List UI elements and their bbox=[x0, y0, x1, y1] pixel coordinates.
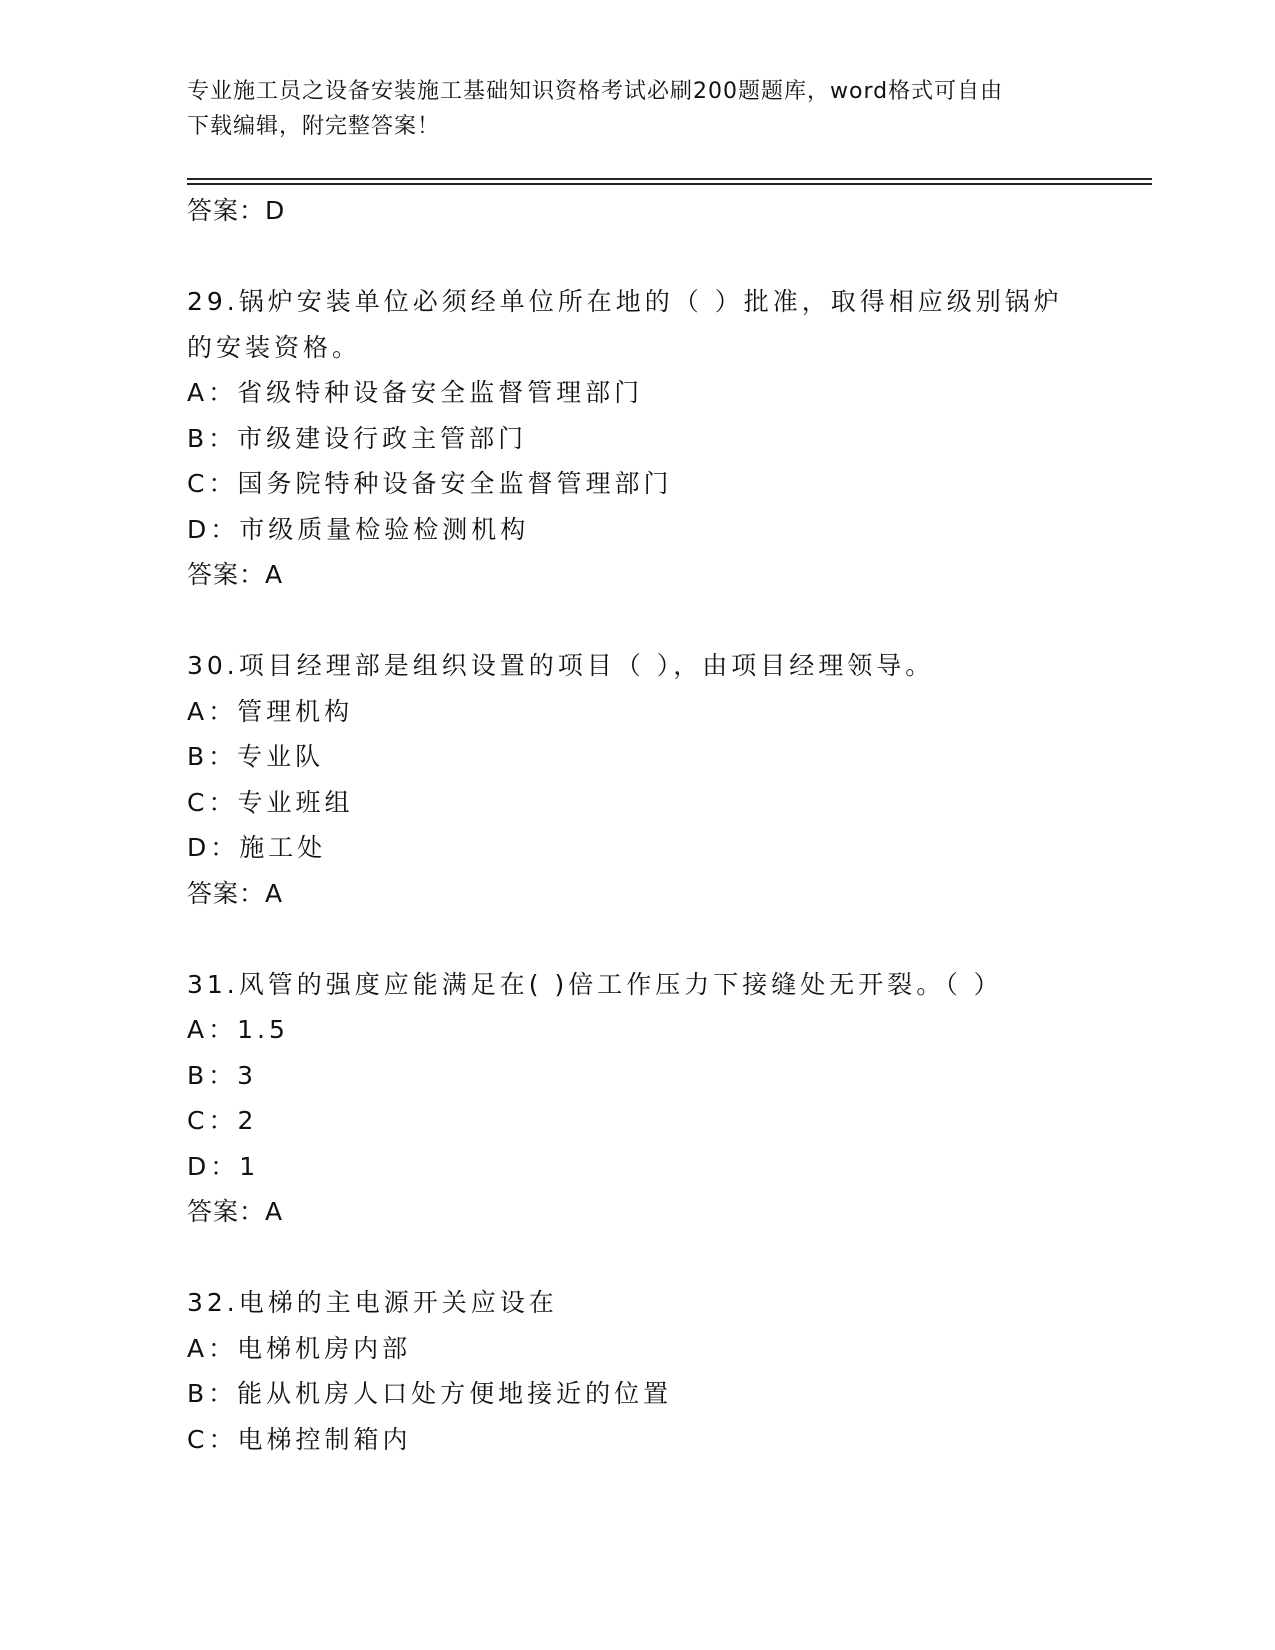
question-30 bbox=[187, 643, 1087, 916]
option-a: A：管理机构 bbox=[187, 696, 354, 726]
spacer bbox=[187, 916, 1087, 962]
header-line-2: 下载编辑，附完整答案！ bbox=[187, 114, 441, 139]
question-32 bbox=[187, 1280, 1087, 1462]
question-stem: 的安装资格。 bbox=[187, 332, 362, 362]
option-b: B：专业队 bbox=[187, 742, 325, 771]
option-c: C：电梯控制箱内 bbox=[187, 1424, 412, 1454]
header-line-1: 专业施工员之设备安装施工基础知识资格考试必刷200题题库，word格式可自由 bbox=[187, 79, 1004, 104]
answer: 答案：A bbox=[187, 878, 284, 908]
question-stem: 30.项目经理部是组织设置的项目（ ），由项目经理领导。 bbox=[187, 651, 935, 680]
option-b: B：能从机房人口处方便地接近的位置 bbox=[187, 1379, 673, 1408]
question-31 bbox=[187, 962, 1087, 1235]
option-a: A：省级特种设备安全监督管理部门 bbox=[187, 378, 644, 407]
header-rule-bottom bbox=[187, 183, 1152, 185]
option-c: C：2 bbox=[187, 1106, 258, 1135]
option-c: C：专业班组 bbox=[187, 787, 354, 817]
option-b: B：市级建设行政主管部门 bbox=[187, 423, 528, 453]
document-header bbox=[187, 74, 1087, 144]
previous-answer: 答案：D bbox=[187, 196, 286, 225]
question-list bbox=[187, 188, 1087, 1462]
question-stem: 31.风管的强度应能满足在( )倍工作压力下接缝处无开裂。（ ） bbox=[187, 969, 1003, 999]
option-c: C：国务院特种设备安全监督管理部门 bbox=[187, 469, 673, 498]
spacer bbox=[187, 598, 1087, 644]
question-stem: 32.电梯的主电源开关应设在 bbox=[187, 1288, 558, 1317]
question-29 bbox=[187, 279, 1087, 598]
option-d: D：施工处 bbox=[187, 833, 327, 862]
option-d: D：1 bbox=[187, 1151, 260, 1181]
option-a: A：1.5 bbox=[187, 1015, 289, 1044]
option-a: A：电梯机房内部 bbox=[187, 1333, 412, 1363]
option-b: B：3 bbox=[187, 1060, 258, 1090]
header-rule-top bbox=[187, 178, 1152, 180]
spacer bbox=[187, 1235, 1087, 1281]
answer: 答案：A bbox=[187, 560, 284, 589]
spacer bbox=[187, 234, 1087, 280]
answer: 答案：A bbox=[187, 1197, 284, 1226]
question-stem: 29.锅炉安装单位必须经单位所在地的（ ）批准，取得相应级别锅炉 bbox=[187, 287, 1063, 316]
option-d: D：市级质量检验检测机构 bbox=[187, 514, 530, 544]
